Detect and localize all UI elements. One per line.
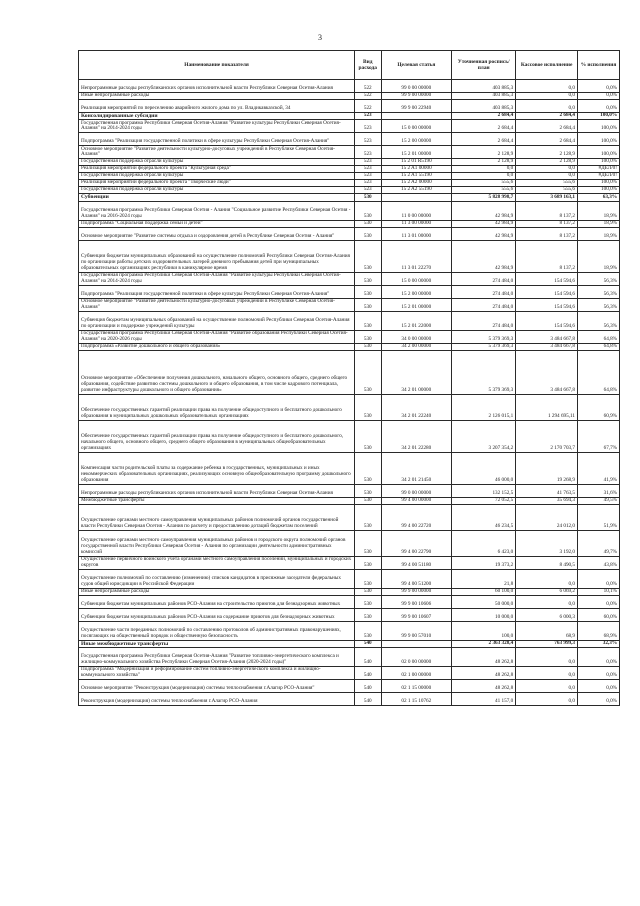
row-plan: 48 262,8 xyxy=(452,666,516,679)
row-cash-execution: 8 137,2 xyxy=(516,220,578,227)
row-plan: 555,6 xyxy=(452,187,516,194)
row-cash-execution: 0,0 xyxy=(516,166,578,173)
row-expense-type: 530 xyxy=(355,330,381,343)
row-cash-execution: 0,0 xyxy=(516,93,578,100)
row-cash-execution: 19 268,9 xyxy=(516,452,578,484)
row-target-article: 34 2 01 21450 xyxy=(381,452,452,484)
row-execution-percent: 100,0% xyxy=(578,159,620,166)
row-cash-execution: 154 594,6 xyxy=(516,311,578,330)
budget-execution-table xyxy=(78,50,620,706)
row-plan: 60 100,0 xyxy=(452,588,516,595)
table-row xyxy=(79,240,620,272)
row-cash-execution: 8 137,2 xyxy=(516,227,578,240)
row-target-article: 15 2 01 22000 xyxy=(381,311,452,330)
row-expense-type: 530 xyxy=(355,240,381,272)
table-row xyxy=(79,504,620,530)
table-row xyxy=(79,120,620,133)
row-name: Подпрограмма «Развитие дошкольного и общего образования» xyxy=(79,343,355,350)
row-expense-type: 540 xyxy=(355,666,381,679)
table-row xyxy=(79,530,620,556)
row-name: Государственная поддержка отрасли культуры xyxy=(79,173,355,180)
table-row xyxy=(79,595,620,608)
row-name: Государственная поддержка отрасли культуры xyxy=(79,159,355,166)
header-plan: Уточненная роспись/план xyxy=(452,51,516,80)
table-row xyxy=(79,311,620,330)
row-execution-percent: 10,1% xyxy=(578,588,620,595)
table-row xyxy=(79,588,620,595)
row-target-article: 15 2 A2 55190 xyxy=(381,187,452,194)
row-cash-execution: 6 069,2 xyxy=(516,588,578,595)
row-target-article: 99 9 00 10607 xyxy=(381,608,452,621)
row-execution-percent: 18,9% xyxy=(578,227,620,240)
row-plan: 274 484,0 xyxy=(452,311,516,330)
row-expense-type: 523 xyxy=(355,120,381,133)
row-cash-execution: 24 012,0 xyxy=(516,504,578,530)
row-name: Основное мероприятие «Обеспечение получения дошкольного, начального общего, основного общего, среднего общего образования, содействие развитию системы дошкольного и общего образования, в том числе кадрового потенциала, развитие инфраструктуры дошкольного и общего образования» xyxy=(79,350,355,394)
row-expense-type: 530 xyxy=(355,220,381,227)
row-name: Основное мероприятие "Развитие системы отдыха и оздоровления детей в Республике Северная Осетия - Алания" xyxy=(79,227,355,240)
row-target-article: 34 2 01 22280 xyxy=(381,420,452,452)
row-cash-execution: 8 490,5 xyxy=(516,556,578,569)
row-name: Субвенции xyxy=(79,194,355,201)
row-plan: 42 984,9 xyxy=(452,240,516,272)
row-cash-execution: 0,0 xyxy=(516,666,578,679)
row-expense-type: 530 xyxy=(355,311,381,330)
row-target-article: 02 1 00 00000 xyxy=(381,666,452,679)
row-target-article: 11 3 00 00000 xyxy=(381,220,452,227)
row-plan: 274 484,0 xyxy=(452,298,516,311)
row-target-article: 02 0 00 00000 xyxy=(381,647,452,666)
row-plan: 72 052,5 xyxy=(452,497,516,504)
row-execution-percent: 60,0% xyxy=(578,608,620,621)
table-row xyxy=(79,187,620,194)
row-cash-execution: 0,0 xyxy=(516,679,578,692)
row-execution-percent: 64,8% xyxy=(578,343,620,350)
row-target-article: 99 9 00 00000 xyxy=(381,93,452,100)
row-target-article: 99 9 00 57010 xyxy=(381,621,452,640)
row-plan: 5 379 369,3 xyxy=(452,343,516,350)
row-cash-execution: 2 128,9 xyxy=(516,159,578,166)
row-target-article: 15 2 01 00000 xyxy=(381,146,452,159)
row-target-article: 99 9 00 22940 xyxy=(381,100,452,113)
row-expense-type: 530 xyxy=(355,194,381,201)
row-expense-type: 523 xyxy=(355,159,381,166)
row-expense-type: 522 xyxy=(355,80,381,93)
table-row xyxy=(79,621,620,640)
row-name: Государственная программа Республики Северная Осетия-Алания "Развитие культуры Республики Северная Осетия-Алания" на 2014-2024 годы xyxy=(79,120,355,133)
table-row xyxy=(79,556,620,569)
row-plan: 50 000,0 xyxy=(452,595,516,608)
row-target-article: 99 4 00 00000 xyxy=(381,497,452,504)
row-plan: 46 234,5 xyxy=(452,504,516,530)
row-execution-percent: #ДЕЛ/0! xyxy=(578,166,620,173)
row-name: Осуществление первичного воинского учета органами местного самоуправления поселений, муниципальных и городских округов xyxy=(79,556,355,569)
row-expense-type: 530 xyxy=(355,595,381,608)
row-execution-percent: 0,0% xyxy=(578,679,620,692)
row-execution-percent: 32,3% xyxy=(578,640,620,647)
table-row xyxy=(79,420,620,452)
row-execution-percent: 68,9% xyxy=(578,621,620,640)
table-row xyxy=(79,194,620,201)
row-execution-percent: 18,9% xyxy=(578,240,620,272)
row-name: Реконструкция (модернизация) системы теплоснабжения г.Алагир РСО-Алания xyxy=(79,692,355,705)
row-name: Подпрограмма "Реализация государственной политики в сфере культуры Республики Северная Осетия-Алания" xyxy=(79,285,355,298)
row-target-article: 34 2 01 00000 xyxy=(381,350,452,394)
table-row xyxy=(79,330,620,343)
row-expense-type: 530 xyxy=(355,285,381,298)
row-name: Осуществление полномочий по составлению (изменению) списков кандидатов в присяжные заседатели федеральных судов общей юрисдикции в Российской Федерации xyxy=(79,569,355,588)
row-execution-percent: 43,8% xyxy=(578,556,620,569)
table-row xyxy=(79,100,620,113)
row-execution-percent: 63,3% xyxy=(578,194,620,201)
row-expense-type: 523 xyxy=(355,146,381,159)
row-target-article: 99 9 00 00000 xyxy=(381,588,452,595)
row-cash-execution: 8 137,2 xyxy=(516,201,578,220)
page-number: 3 xyxy=(318,33,322,42)
row-name: Подпрограмма "Реализация государственной политики в сфере культуры Республики Северная Осетия-Алания" xyxy=(79,133,355,146)
row-target-article: 99 9 00 10606 xyxy=(381,595,452,608)
row-name: Иные непрограммные расходы xyxy=(79,588,355,595)
table-row xyxy=(79,227,620,240)
row-plan: 2 128,9 xyxy=(452,159,516,166)
row-cash-execution: 154 594,6 xyxy=(516,285,578,298)
table-row xyxy=(79,484,620,497)
row-expense-type: 530 xyxy=(355,350,381,394)
row-cash-execution: 3 192,0 xyxy=(516,530,578,556)
row-name: Субвенция бюджетам муниципальных образований на осуществление полномочий Республики Северная Осетия-Алания по организации и поддержке учреждений культуры xyxy=(79,311,355,330)
header-cash-execution: Кассовое исполнение xyxy=(516,51,578,80)
row-execution-percent: 60,9% xyxy=(578,394,620,420)
row-expense-type: 540 xyxy=(355,640,381,647)
row-cash-execution: 8 137,2 xyxy=(516,240,578,272)
table-row xyxy=(79,146,620,159)
row-target-article: 15 0 00 00000 xyxy=(381,272,452,285)
row-target-article: 15 2 A2 00000 xyxy=(381,180,452,187)
table-row xyxy=(79,80,620,93)
row-plan: 555,6 xyxy=(452,180,516,187)
row-execution-percent: 100,0% xyxy=(578,180,620,187)
row-plan: 403 885,3 xyxy=(452,100,516,113)
row-cash-execution: 41 763,5 xyxy=(516,484,578,497)
row-target-article: 15 0 00 00000 xyxy=(381,120,452,133)
row-expense-type: 522 xyxy=(355,93,381,100)
row-target-article: 11 0 00 00000 xyxy=(381,201,452,220)
header-target-article: Целевая статья xyxy=(381,51,452,80)
row-plan: 274 484,0 xyxy=(452,272,516,285)
table-row xyxy=(79,608,620,621)
row-name: Непрограммные расходы республиканских органов исполнительной власти Республики Северная Осетия-Алания xyxy=(79,484,355,497)
row-expense-type: 523 xyxy=(355,180,381,187)
row-execution-percent: 67,7% xyxy=(578,420,620,452)
row-execution-percent: 64,8% xyxy=(578,350,620,394)
row-name: Основное мероприятие "Развитие деятельности культурно-досуговых учреждений в Республике Северная Осетия-Алания" xyxy=(79,298,355,311)
row-plan: 42 984,9 xyxy=(452,201,516,220)
row-cash-execution: 3 689 163,1 xyxy=(516,194,578,201)
row-cash-execution: 154 594,6 xyxy=(516,298,578,311)
row-execution-percent: 51,9% xyxy=(578,504,620,530)
row-cash-execution: 555,6 xyxy=(516,180,578,187)
row-name: Реализация мероприятий федерального проекта "Творческие люди" xyxy=(79,180,355,187)
row-name: Государственная программа Республики Северная Осетия - Алания "Социальное развитие Республики Северная Осетия - Алания" на 2016-2024 годы xyxy=(79,201,355,220)
table-row xyxy=(79,679,620,692)
row-name: Реализация мероприятий федерального проекта "Культурная среда" xyxy=(79,166,355,173)
row-target-article: 15 2 00 00000 xyxy=(381,133,452,146)
row-name: Консолидированные субсидии xyxy=(79,113,355,120)
row-name: Субвенции бюджетам муниципальных образований на осуществление полномочий Республики Северная Осетия-Алания по организации работы детских оздоровительных лагерей дневного пребывания детей при муниципальных образовательных организациях республики в каникулярное время xyxy=(79,240,355,272)
row-name: Компенсация части родительской платы за содержание ребенка в государственных, муниципальных и иных некоммерческих образовательных организациях, реализующих основную общеобразовательную программу дошкольного образования xyxy=(79,452,355,484)
row-execution-percent: 100,0% xyxy=(578,133,620,146)
row-target-article: 15 2 01 00000 xyxy=(381,298,452,311)
table-row xyxy=(79,133,620,146)
row-plan: 41 157,0 xyxy=(452,692,516,705)
row-plan: 274 484,0 xyxy=(452,285,516,298)
row-execution-percent: 100,0% xyxy=(578,146,620,159)
row-cash-execution: 0,0 xyxy=(516,569,578,588)
row-expense-type: 540 xyxy=(355,679,381,692)
row-expense-type: 530 xyxy=(355,569,381,588)
row-expense-type: 530 xyxy=(355,272,381,285)
row-execution-percent: 0,0% xyxy=(578,692,620,705)
row-cash-execution: 6 000,3 xyxy=(516,608,578,621)
row-target-article xyxy=(381,194,452,201)
row-cash-execution: 0,0 xyxy=(516,692,578,705)
row-plan: 403 885,3 xyxy=(452,80,516,93)
table-header-row xyxy=(79,51,620,80)
row-expense-type: 540 xyxy=(355,692,381,705)
table-row xyxy=(79,497,620,504)
row-execution-percent: 100,0% xyxy=(578,113,620,120)
row-plan: 2 684,4 xyxy=(452,120,516,133)
row-target-article xyxy=(381,113,452,120)
row-execution-percent: 0,0% xyxy=(578,569,620,588)
row-expense-type: 523 xyxy=(355,173,381,180)
table-row xyxy=(79,93,620,100)
row-plan: 48 262,8 xyxy=(452,679,516,692)
row-name: Осуществление части переданных полномочий по составлению протоколов об административных правонарушениях, посягающих на общественный порядок и общественную безопасность xyxy=(79,621,355,640)
row-name: Государственная программа Республики Северная Осетия-Алания "Развитие культуры Республики Северная Осетия-Алания" на 2014-2024 годы xyxy=(79,272,355,285)
row-plan: 0,0 xyxy=(452,173,516,180)
row-target-article: 99 4 00 51200 xyxy=(381,569,452,588)
row-expense-type: 522 xyxy=(355,100,381,113)
row-expense-type: 523 xyxy=(355,113,381,120)
row-execution-percent: 56,3% xyxy=(578,311,620,330)
row-cash-execution: 3 484 667,8 xyxy=(516,330,578,343)
row-plan: 5 828 998,7 xyxy=(452,194,516,201)
row-cash-execution: 2 684,4 xyxy=(516,113,578,120)
row-target-article: 15 2 01 R5190 xyxy=(381,159,452,166)
row-cash-execution: 0,0 xyxy=(516,647,578,666)
row-execution-percent: #ДЕЛ/0! xyxy=(578,173,620,180)
row-cash-execution: 0,0 xyxy=(516,80,578,93)
row-target-article: 15 2 00 00000 xyxy=(381,285,452,298)
row-cash-execution: 154 594,6 xyxy=(516,272,578,285)
row-expense-type: 530 xyxy=(355,201,381,220)
row-execution-percent: 31,6% xyxy=(578,484,620,497)
row-target-article: 34 2 01 22240 xyxy=(381,394,452,420)
row-expense-type: 540 xyxy=(355,647,381,666)
row-plan: 3 207 354,2 xyxy=(452,420,516,452)
row-expense-type: 530 xyxy=(355,608,381,621)
row-target-article: 34 2 00 00000 xyxy=(381,343,452,350)
row-execution-percent: 0,0% xyxy=(578,100,620,113)
row-name: Субвенции бюджетам муниципальных районов РСО-Алания на содержание приютов для безнадзорных животных xyxy=(79,608,355,621)
table-row xyxy=(79,640,620,647)
row-plan: 2 684,4 xyxy=(452,113,516,120)
row-expense-type: 523 xyxy=(355,166,381,173)
row-expense-type: 530 xyxy=(355,497,381,504)
row-name: Обеспечение государственных гарантий реализации права на получение общедоступного и бесплатного дошкольного образования в муниципальных дошкольных образовательных организациях xyxy=(79,394,355,420)
row-target-article: 15 2 A1 55190 xyxy=(381,173,452,180)
row-expense-type: 530 xyxy=(355,343,381,350)
row-target-article: 02 1 15 00000 xyxy=(381,679,452,692)
row-expense-type: 530 xyxy=(355,588,381,595)
row-cash-execution: 0,0 xyxy=(516,595,578,608)
row-plan: 10 000,0 xyxy=(452,608,516,621)
row-expense-type: 530 xyxy=(355,298,381,311)
row-name: Осуществление органами местного самоуправления муниципальных районов и городского округа полномочий органов государственной власти Республики Северная Осетия - Алания по организации деятельности административных комиссий xyxy=(79,530,355,556)
row-execution-percent: 49,7% xyxy=(578,530,620,556)
row-target-article: 99 4 00 22720 xyxy=(381,504,452,530)
table-row xyxy=(79,452,620,484)
row-plan: 5 379 369,3 xyxy=(452,350,516,394)
row-target-article xyxy=(381,640,452,647)
row-expense-type: 530 xyxy=(355,556,381,569)
row-execution-percent: 56,3% xyxy=(578,298,620,311)
table-row xyxy=(79,569,620,588)
row-plan: 0,0 xyxy=(452,166,516,173)
row-cash-execution: 35 694,3 xyxy=(516,497,578,504)
row-execution-percent: 100,0% xyxy=(578,187,620,194)
row-execution-percent: 41,9% xyxy=(578,452,620,484)
row-cash-execution: 2 170 703,7 xyxy=(516,420,578,452)
row-name: Реализация мероприятий по переселению аварийного жилого дома по ул. Владикавказской, 34 xyxy=(79,100,355,113)
row-execution-percent: 0,0% xyxy=(578,80,620,93)
row-plan: 19 373,2 xyxy=(452,556,516,569)
row-execution-percent: 18,9% xyxy=(578,201,620,220)
row-name: Основное мероприятие "Развитие деятельности культурно-досуговых учреждений в Республике Северная Осетия-Алания" xyxy=(79,146,355,159)
row-name: Непрограммные расходы республиканских органов исполнительной власти Республики Северная Осетия-Алания xyxy=(79,80,355,93)
row-expense-type: 530 xyxy=(355,227,381,240)
row-execution-percent: 0,0% xyxy=(578,595,620,608)
row-cash-execution: 1 294 695,11 xyxy=(516,394,578,420)
row-plan: 2 363 328,4 xyxy=(452,640,516,647)
row-plan: 2 126 015,1 xyxy=(452,394,516,420)
table-row xyxy=(79,692,620,705)
table-row xyxy=(79,350,620,394)
row-cash-execution: 3 484 667,8 xyxy=(516,350,578,394)
row-plan: 46 000,0 xyxy=(452,452,516,484)
table-row xyxy=(79,220,620,227)
row-plan: 48 262,8 xyxy=(452,647,516,666)
table-row xyxy=(79,394,620,420)
row-expense-type: 530 xyxy=(355,394,381,420)
row-expense-type: 523 xyxy=(355,187,381,194)
row-target-article: 99 0 00 00000 xyxy=(381,80,452,93)
row-expense-type: 530 xyxy=(355,504,381,530)
row-execution-percent: 18,9% xyxy=(578,220,620,227)
row-execution-percent: 100,0% xyxy=(578,120,620,133)
row-plan: 2 684,4 xyxy=(452,133,516,146)
row-cash-execution: 2 684,4 xyxy=(516,133,578,146)
row-target-article: 99 4 00 51180 xyxy=(381,556,452,569)
row-name: Межбюджетные трансферты xyxy=(79,497,355,504)
table-row xyxy=(79,298,620,311)
row-plan: 21,8 xyxy=(452,569,516,588)
row-expense-type: 523 xyxy=(355,133,381,146)
row-execution-percent: 0,0% xyxy=(578,666,620,679)
row-expense-type: 530 xyxy=(355,621,381,640)
row-plan: 132 152,5 xyxy=(452,484,516,497)
table-row xyxy=(79,666,620,679)
row-execution-percent: 0,0% xyxy=(578,93,620,100)
row-target-article: 11 3 01 00000 xyxy=(381,227,452,240)
row-plan: 2 128,9 xyxy=(452,146,516,159)
table-row xyxy=(79,113,620,120)
row-plan: 42 984,9 xyxy=(452,227,516,240)
row-plan: 42 984,9 xyxy=(452,220,516,227)
table-row xyxy=(79,647,620,666)
row-plan: 100,0 xyxy=(452,621,516,640)
row-expense-type: 530 xyxy=(355,484,381,497)
row-name: Государственная поддержка отрасли культуры xyxy=(79,187,355,194)
row-name: Подпрограмма "Модернизация и реформирование систем топливно-энергетического комплекса и жилищно-коммунального хозяйства" xyxy=(79,666,355,679)
row-target-article: 11 3 01 22270 xyxy=(381,240,452,272)
row-cash-execution: 68,9 xyxy=(516,621,578,640)
row-cash-execution: 555,6 xyxy=(516,187,578,194)
row-name: Субвенции бюджетам муниципальных районов РСО-Алания на строительство приютов для безнадзорных животных xyxy=(79,595,355,608)
row-execution-percent: 64,8% xyxy=(578,330,620,343)
table-row xyxy=(79,272,620,285)
row-plan: 403 885,3 xyxy=(452,93,516,100)
row-name: Государственная программа Республики Северная Осетия-Алания "Развитие топливно-энергетического комплекса и жилищно-коммунального хозяйства Республики Северная Осетия-Алания (2020-2024 годы)" xyxy=(79,647,355,666)
row-execution-percent: 0,0% xyxy=(578,647,620,666)
row-target-article: 99 4 00 22790 xyxy=(381,530,452,556)
row-cash-execution: 0,0 xyxy=(516,100,578,113)
row-plan: 5 379 369,3 xyxy=(452,330,516,343)
row-cash-execution: 0,0 xyxy=(516,173,578,180)
row-execution-percent: 49,5% xyxy=(578,497,620,504)
row-name: Иные межбюджетные трансферты xyxy=(79,640,355,647)
row-target-article: 15 2 A1 00000 xyxy=(381,166,452,173)
row-target-article: 34 0 00 00000 xyxy=(381,330,452,343)
row-expense-type: 530 xyxy=(355,452,381,484)
row-name: Подпрограмма "Социальная поддержка семьи и детей" xyxy=(79,220,355,227)
row-expense-type: 530 xyxy=(355,530,381,556)
row-name: Осуществление органами местного самоуправления муниципальных районов полномочий органов государственной власти Республики Северная Осетия - Алания по расчету и предоставлению дотаций бюджетам поселений xyxy=(79,504,355,530)
row-name: Основное мероприятие "Реконструкция (модернизация) системы теплоснабжения г.Алагир РСО-Алания" xyxy=(79,679,355,692)
row-cash-execution: 2 684,4 xyxy=(516,120,578,133)
row-target-article: 02 1 15 10762 xyxy=(381,692,452,705)
row-plan: 6 423,0 xyxy=(452,530,516,556)
row-execution-percent: 56,3% xyxy=(578,285,620,298)
table-row xyxy=(79,285,620,298)
row-name: Государственная программа Республики Северная Осетия-Алания "Развитие образования Республики Северная Осетия-Алания" на 2020-2026 годы xyxy=(79,330,355,343)
table-row xyxy=(79,343,620,350)
header-execution-percent: % исполнения xyxy=(578,51,620,80)
row-cash-execution: 763 999,3 xyxy=(516,640,578,647)
row-target-article: 99 0 00 00000 xyxy=(381,484,452,497)
row-expense-type: 530 xyxy=(355,420,381,452)
row-cash-execution: 2 128,9 xyxy=(516,146,578,159)
header-indicator-name: Наименование показателя xyxy=(79,51,355,80)
row-cash-execution: 3 484 667,8 xyxy=(516,343,578,350)
header-expense-type: Вид расхода xyxy=(355,51,381,80)
table-row xyxy=(79,201,620,220)
row-name: Обеспечение государственных гарантий реализации права на получение общедоступного и бесплатного дошкольного, начального общего, основного общего, среднего общего образования в муниципальных общеобразовательных организациях xyxy=(79,420,355,452)
row-name: Иные непрограммные расходы xyxy=(79,93,355,100)
row-execution-percent: 56,3% xyxy=(578,272,620,285)
